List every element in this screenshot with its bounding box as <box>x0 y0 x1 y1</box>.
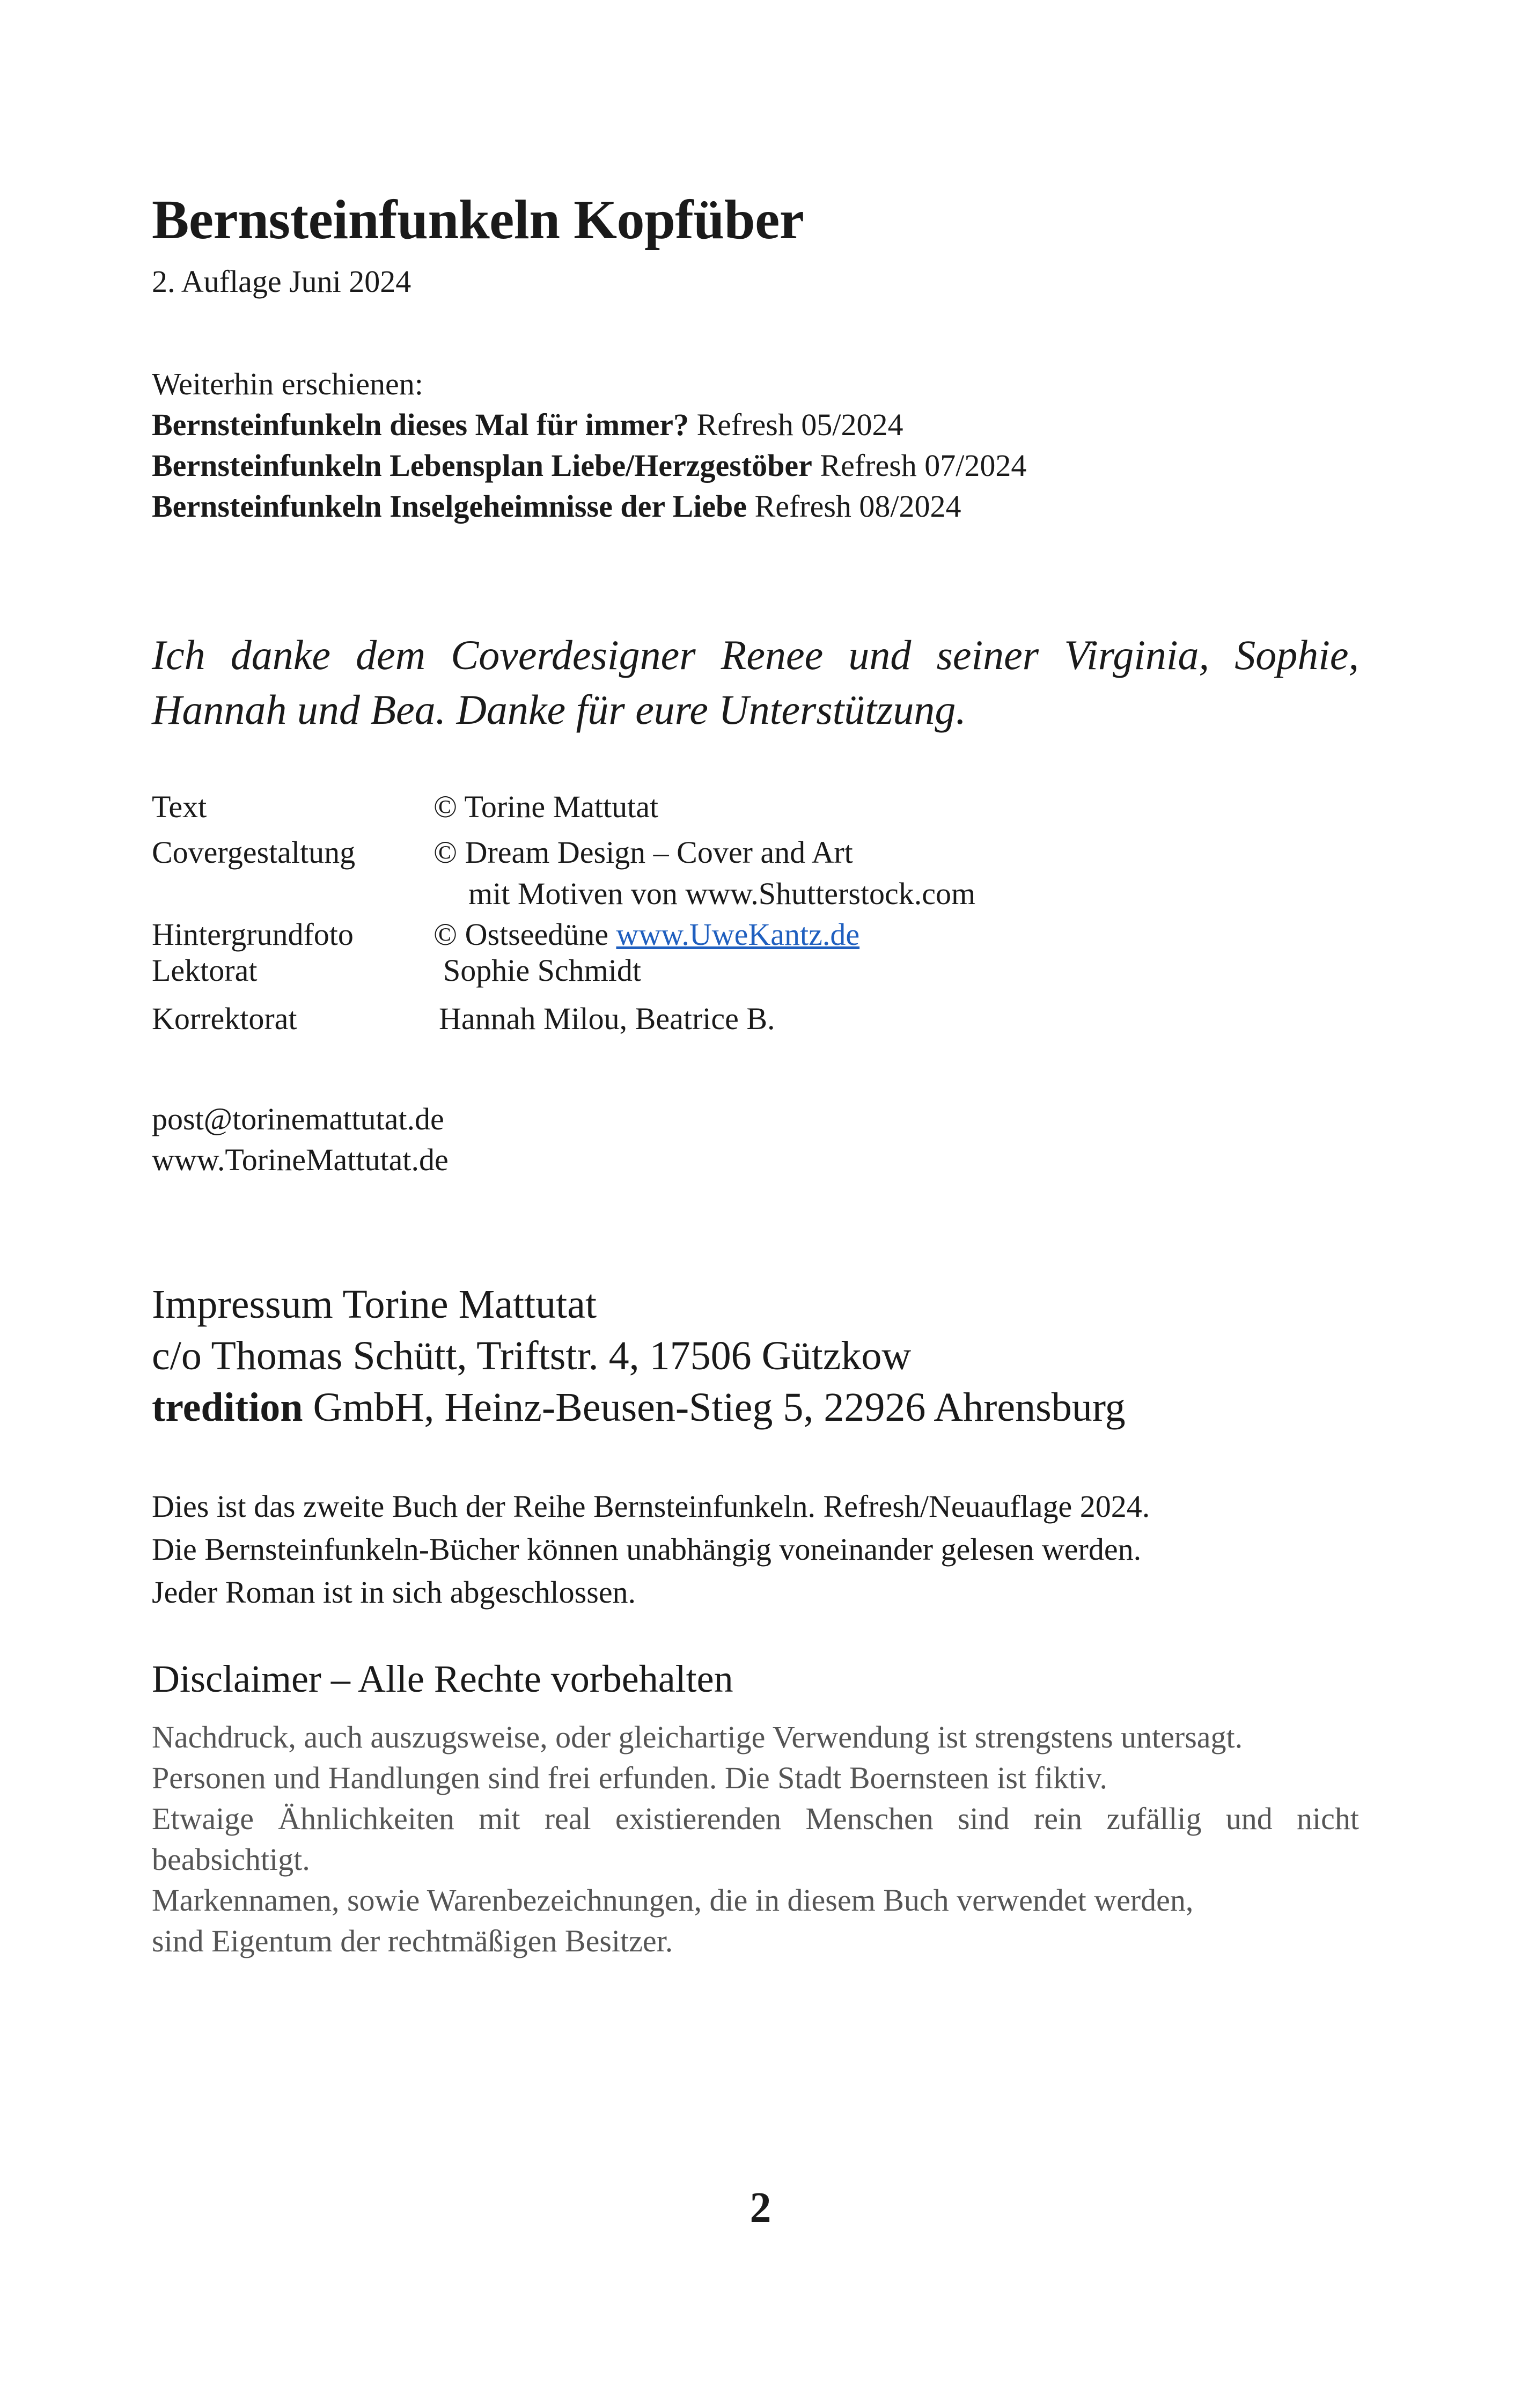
further-book-1 <box>152 405 903 445</box>
credit-value: © Torine Mattutat <box>433 789 659 824</box>
contact-web: www.TorineMattutat.de <box>152 1142 449 1177</box>
credit-label: Korrektorat <box>152 1001 297 1036</box>
series-line-2: Die Bernsteinfunkeln-Bücher können unabhängig voneinander gelesen werden. <box>152 1532 1142 1567</box>
further-book-title: Bernsteinfunkeln dieses Mal für immer? <box>152 407 689 442</box>
credit-label: Covergestaltung <box>152 835 356 870</box>
further-heading: Weiterhin erschienen: <box>152 366 423 401</box>
series-line-1: Dies ist das zweite Buch der Reihe Bernsteinfunkeln. Refresh/Neuauflage 2024. <box>152 1489 1150 1524</box>
impressum-line-1: Impressum Torine Mattutat <box>152 1282 597 1327</box>
thanks-paragraph: Ich danke dem Coverdesigner Renee und seiner Virginia, Sophie, Hannah und Bea. Danke für eure Unterstützung. <box>152 632 1359 733</box>
publisher-name: tredition <box>152 1385 303 1430</box>
disclaimer-heading: Disclaimer – Alle Rechte vorbehalten <box>152 1657 733 1700</box>
publisher-address: GmbH, Heinz-Beusen-Stieg 5, 22926 Ahrensburg <box>303 1385 1126 1430</box>
further-book-note: Refresh 07/2024 <box>812 448 1027 483</box>
disclaimer-line-1: Nachdruck, auch auszugsweise, oder gleichartige Verwendung ist strengstens untersagt. <box>152 1720 1243 1754</box>
credit-label: Text <box>152 789 207 824</box>
disclaimer-line-4: Markennamen, sowie Warenbezeichnungen, die in diesem Buch verwendet werden, <box>152 1883 1194 1918</box>
further-book-note: Refresh 08/2024 <box>747 489 961 524</box>
series-line-3: Jeder Roman ist in sich abgeschlossen. <box>152 1575 636 1610</box>
impressum-line-2: c/o Thomas Schütt, Triftstr. 4, 17506 Gützkow <box>152 1333 912 1378</box>
credit-bg-text: © Ostseedüne <box>433 917 616 952</box>
credit-label: Hintergrundfoto <box>152 917 354 952</box>
credit-label: Lektorat <box>152 953 258 988</box>
credit-value: Sophie Schmidt <box>443 953 641 988</box>
book-title: Bernsteinfunkeln Kopfüber <box>152 189 804 251</box>
further-book-title: Bernsteinfunkeln Lebensplan Liebe/Herzgestöber <box>152 448 812 483</box>
impressum-line-3 <box>152 1382 1126 1433</box>
edition-line: 2. Auflage Juni 2024 <box>152 264 412 299</box>
page-number: 2 <box>750 2184 771 2231</box>
disclaimer-line-5: sind Eigentum der rechtmäßigen Besitzer. <box>152 1924 673 1958</box>
further-book-2 <box>152 445 1026 486</box>
credit-value <box>433 916 859 952</box>
disclaimer-line-2: Personen und Handlungen sind frei erfunden. Die Stadt Boernsteen ist fiktiv. <box>152 1760 1107 1795</box>
disclaimer-line-3: Etwaige Ähnlichkeiten mit real existierenden Menschen sind rein zufällig und nicht beabsichtigt. <box>152 1801 1359 1877</box>
credit-value: Hannah Milou, Beatrice B. <box>439 1001 775 1036</box>
further-book-3 <box>152 486 961 527</box>
further-book-note: Refresh 05/2024 <box>688 407 903 442</box>
credit-value: mit Motiven von www.Shutterstock.com <box>468 876 976 911</box>
further-book-title: Bernsteinfunkeln Inselgeheimnisse der Liebe <box>152 489 747 524</box>
uwekantz-link[interactable]: www.UweKantz.de <box>616 917 860 952</box>
contact-email: post@torinemattutat.de <box>152 1102 444 1136</box>
credit-value: © Dream Design – Cover and Art <box>433 835 853 870</box>
